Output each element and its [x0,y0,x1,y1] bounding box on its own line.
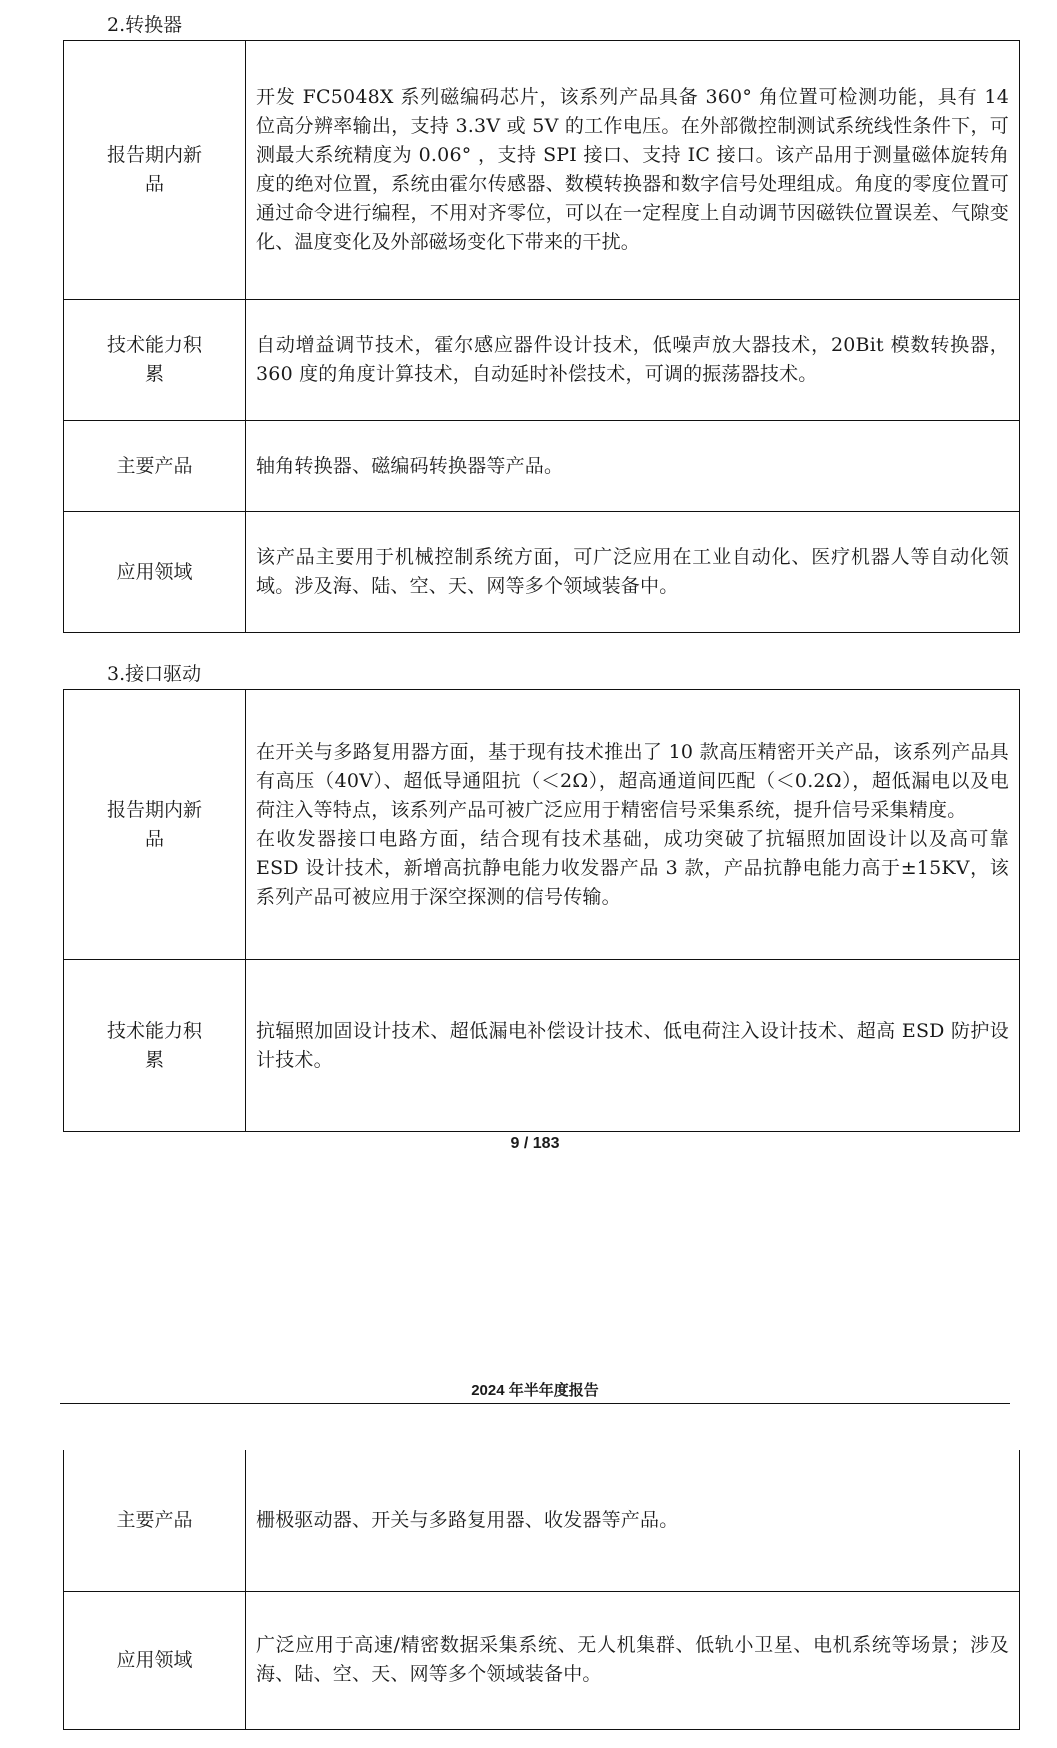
converter-table [63,40,1020,633]
interface-driver-table-continued [63,1450,1020,1730]
row-content-cell [246,1591,1020,1729]
row-label: 技术能力积累 [106,1019,202,1071]
row-paragraph: 在收发器接口电路方面，结合现有技术基础，成功突破了抗辐照加固设计以及高可靠 ESD 设计技术，新增高抗静电能力收发器产品 3 款，产品抗静电能力高于±15KV，该系列产品可被应用于深空探测的信号传输。 [256,827,1009,908]
table-row [64,300,1020,421]
row-content-cell [246,1450,1020,1591]
row-label-cell [64,1450,246,1591]
row-paragraph: 抗辐照加固设计技术、超低漏电补偿设计技术、低电荷注入设计技术、超高 ESD 防护设计技术。 [256,1019,1009,1071]
table-row [64,41,1020,300]
row-label-cell [64,1591,246,1729]
row-content-cell [246,300,1020,421]
header-divider [60,1403,1010,1404]
row-content-cell [246,690,1020,960]
row-paragraph: 在开关与多路复用器方面，基于现有技术推出了 10 款高压精密开关产品，该系列产品具有高压（40V）、超低导通阻抗（＜2Ω），超高通道间匹配（＜0.2Ω），超低漏电以及电荷注入等特点，该系列产品可被广泛应用于精密信号采集系统，提升信号采集精度。 [256,740,1009,821]
row-label-cell [64,690,246,960]
row-label: 主要产品 [116,454,193,477]
row-content-cell [246,41,1020,300]
row-content-cell [246,421,1020,512]
row-paragraph: 该产品主要用于机械控制系统方面，可广泛应用在工业自动化、医疗机器人等自动化领域。涉及海、陆、空、天、网等多个领域装备中。 [256,546,1009,597]
table-row [64,960,1020,1132]
row-content-cell [246,960,1020,1132]
row-label: 应用领域 [116,1648,193,1671]
table-row [64,421,1020,512]
row-label: 应用领域 [116,560,193,583]
row-label-cell [64,960,246,1132]
row-paragraph: 自动增益调节技术，霍尔感应器件设计技术，低噪声放大器技术，20Bit 模数转换器，360 度的角度计算技术，自动延时补偿技术，可调的振荡器技术。 [256,334,1009,385]
section-title-converter: 2.转换器 [107,14,183,36]
table-row [64,690,1020,960]
row-label: 报告期内新品 [106,144,202,195]
row-content-cell [246,512,1020,633]
row-label-cell [64,300,246,421]
row-paragraph: 栅极驱动器、开关与多路复用器、收发器等产品。 [256,1508,679,1531]
row-label-cell [64,512,246,633]
interface-driver-table [63,689,1020,1132]
row-label: 技术能力积累 [106,334,202,385]
row-label-cell [64,41,246,300]
page-number: 9 / 183 [510,1135,560,1152]
row-label: 主要产品 [116,1508,193,1531]
row-paragraph: 广泛应用于高速/精密数据采集系统、无人机集群、低轨小卫星、电机系统等场景；涉及海、陆、空、天、网等多个领域装备中。 [256,1634,1009,1685]
section-title-interface-driver: 3.接口驱动 [107,663,202,685]
row-label: 报告期内新品 [106,798,202,850]
row-paragraph: 轴角转换器、磁编码转换器等产品。 [256,454,564,477]
report-header: 2024 年半年度报告 [471,1382,599,1399]
table-row [64,512,1020,633]
table-row [64,1591,1020,1729]
table-row [64,1450,1020,1591]
row-paragraph: 开发 FC5048X 系列磁编码芯片，该系列产品具备 360° 角位置可检测功能，具有 14 位高分辨率输出，支持 3.3V 或 5V 的工作电压。在外部微控制测试系统线性条件下，可测最大系统精度为 0.06° ，支持 SPI 接口、支持 IC 接口。该产品用于测量磁体旋转角度的绝对位置，系统由霍尔传感器、数模转换器和数字信号处理组成。角度的零度位置可通过命令进行编程，不用对齐零位，可以在一定程度上自动调节因磁铁位置误差、气隙变化、温度变化及外部磁场变化下带来的干扰。 [256,86,1009,253]
row-label-cell [64,421,246,512]
